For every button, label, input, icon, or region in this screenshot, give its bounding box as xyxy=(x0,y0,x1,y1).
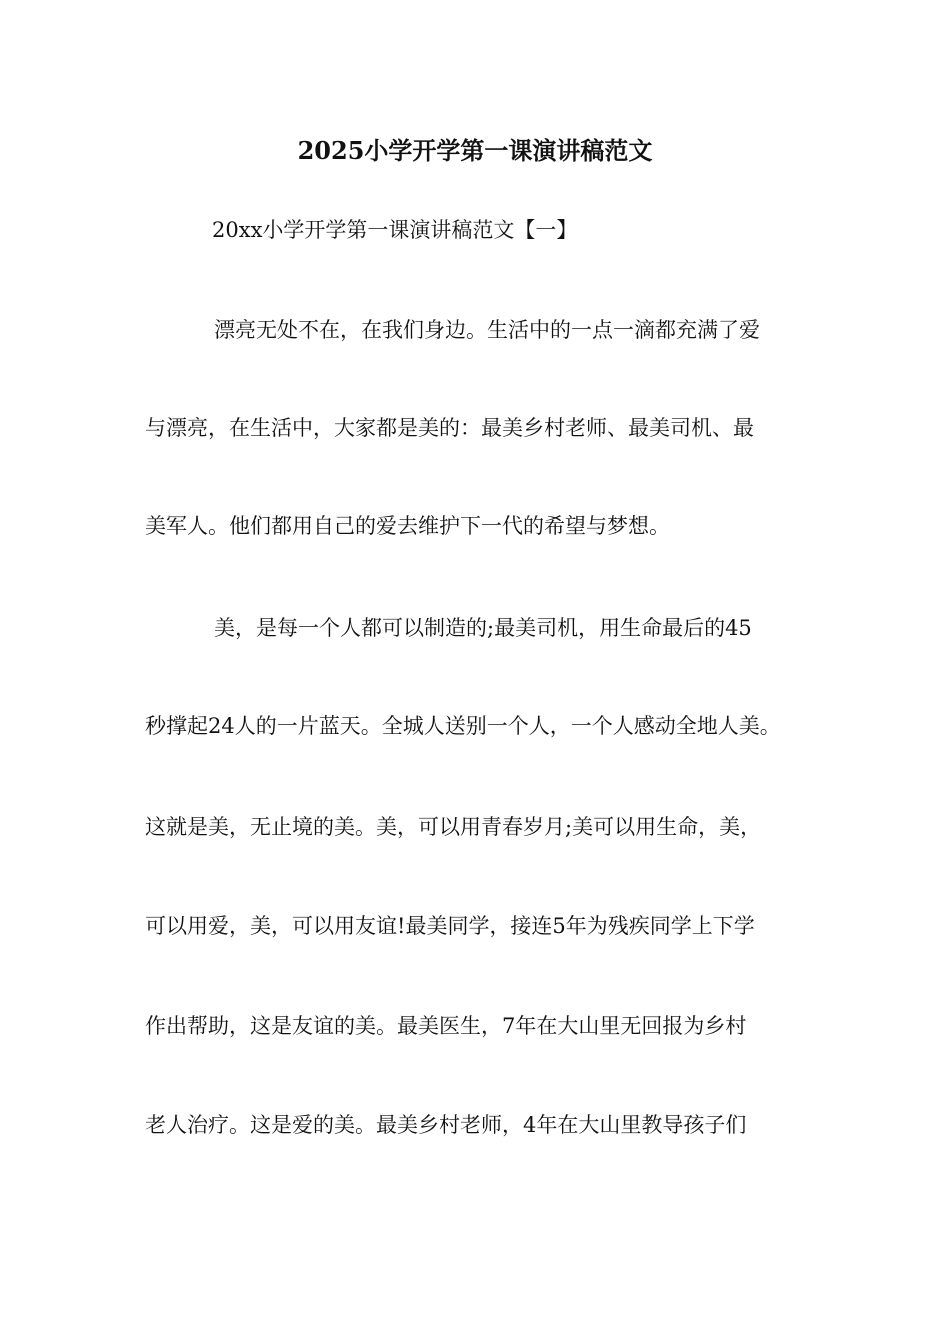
paragraph-line: 秒撑起24人的一片蓝天。全城人送别一个人，一个人感动全地人美。 xyxy=(145,714,781,738)
paragraph-line: 老人治疗。这是爱的美。最美乡村老师，4年在大山里教导孩子们 xyxy=(145,1113,747,1137)
document-title: 2025小学开学第一课演讲稿范文 xyxy=(297,136,653,165)
paragraph-line: 与漂亮，在生活中，大家都是美的：最美乡村老师、最美司机、最 xyxy=(145,416,754,440)
paragraph-line: 美军人。他们都用自己的爱去维护下一代的希望与梦想。 xyxy=(145,514,670,538)
paragraph-line: 这就是美，无止境的美。美，可以用青春岁月;美可以用生命，美， xyxy=(145,815,762,839)
paragraph-line: 漂亮无处不在，在我们身边。生活中的一点一滴都充满了爱 xyxy=(214,318,760,342)
section-heading: 20xx小学开学第一课演讲稿范文【一】 xyxy=(212,218,578,242)
paragraph-line: 作出帮助，这是友谊的美。最美医生，7年在大山里无回报为乡村 xyxy=(145,1014,747,1038)
paragraph-line: 美，是每一个人都可以制造的;最美司机，用生命最后的45 xyxy=(214,616,752,640)
paragraph-line: 可以用爱，美，可以用友谊!最美同学，接连5年为残疾同学上下学 xyxy=(145,914,755,938)
